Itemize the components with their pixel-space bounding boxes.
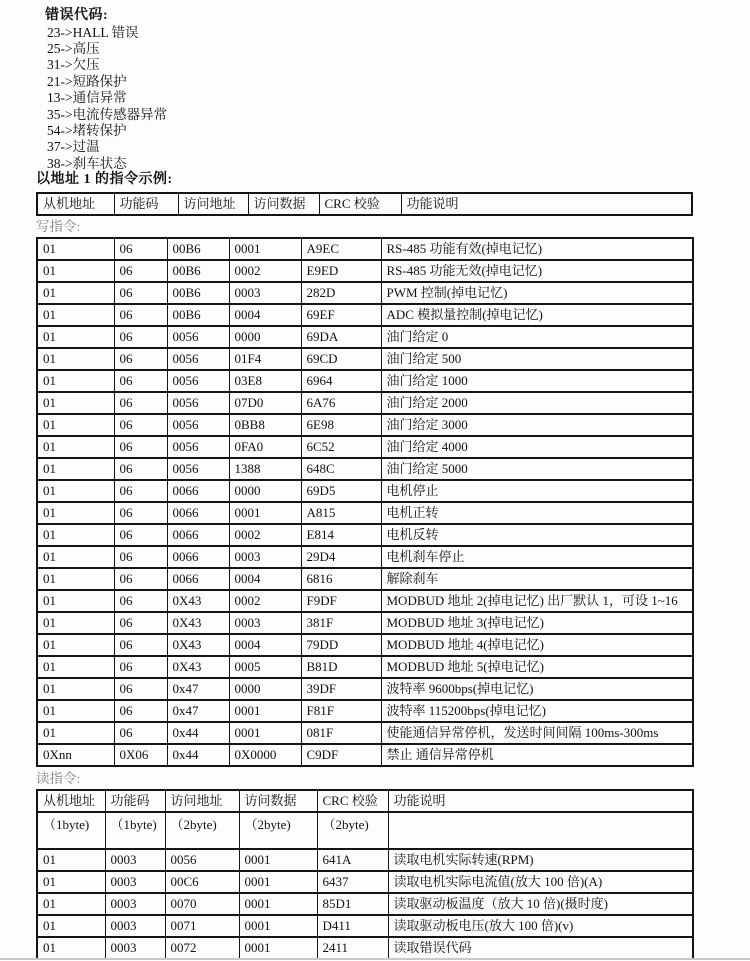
cell: 06 — [114, 480, 167, 502]
cell: 01 — [37, 700, 114, 722]
cell: 01 — [37, 304, 114, 326]
cell: 0002 — [229, 260, 301, 282]
cell: 0001 — [239, 849, 317, 871]
cell: 0056 — [165, 849, 239, 871]
cell: 0x44 — [167, 722, 229, 744]
cell: 06 — [114, 260, 167, 282]
read-command-row — [37, 937, 693, 959]
read-command-row — [37, 871, 693, 893]
cell: 01 — [37, 414, 114, 436]
write-command-row — [37, 502, 693, 524]
write-command-row — [37, 436, 693, 458]
cell: 07D0 — [229, 392, 301, 414]
cell: 06 — [114, 370, 167, 392]
cell: 0056 — [167, 436, 229, 458]
cell: 访问数据 — [239, 790, 317, 812]
cell: 06 — [114, 436, 167, 458]
cell: B81D — [301, 656, 381, 678]
cell: RS-485 功能无效(掉电记忆) — [381, 260, 693, 282]
cell: 0001 — [239, 871, 317, 893]
cell: 03E8 — [229, 370, 301, 392]
cell: 油门给定 5000 — [381, 458, 693, 480]
cell: CRC 校验 — [317, 790, 388, 812]
cell: 6E98 — [301, 414, 381, 436]
cell: 0X43 — [167, 590, 229, 612]
cell: F81F — [301, 700, 381, 722]
cell: 69D5 — [301, 480, 381, 502]
error-codes-title: 错误代码: — [45, 8, 109, 23]
cell: 6C52 — [301, 436, 381, 458]
cell: 01 — [37, 436, 114, 458]
cell: 读取驱动板温度（放大 10 倍)(摄时度) — [388, 893, 693, 915]
cell: 01 — [37, 893, 105, 915]
cell: 85D1 — [317, 893, 388, 915]
cell: 0003 — [105, 849, 165, 871]
cell: 0004 — [229, 634, 301, 656]
cell: 06 — [114, 502, 167, 524]
cell: PWM 控制(掉电记忆) — [381, 282, 693, 304]
byte-size-row — [37, 812, 693, 849]
cell: 01 — [37, 722, 114, 744]
cell: 0003 — [229, 546, 301, 568]
cell: 0003 — [105, 871, 165, 893]
cell: 0005 — [229, 656, 301, 678]
cell: 06 — [114, 656, 167, 678]
cell: 01 — [37, 326, 114, 348]
cell: 0072 — [165, 937, 239, 959]
cell: 电机刹车停止 — [381, 546, 693, 568]
cell: 01 — [37, 238, 114, 260]
cell: F9DF — [301, 590, 381, 612]
write-command-row — [37, 282, 693, 304]
cell: 功能说明 — [388, 790, 693, 812]
write-command-row — [37, 480, 693, 502]
write-command-row — [37, 260, 693, 282]
cell: 0001 — [239, 937, 317, 959]
cell: CRC 校验 — [319, 193, 401, 215]
read-commands-table — [36, 789, 694, 960]
cell: 0003 — [229, 612, 301, 634]
write-command-row — [37, 238, 693, 260]
cell: 0066 — [167, 546, 229, 568]
cell: 081F — [301, 722, 381, 744]
write-command-row — [37, 524, 693, 546]
cell: 0004 — [229, 568, 301, 590]
cell: 06 — [114, 348, 167, 370]
cell: 0000 — [229, 480, 301, 502]
read-command-row — [37, 849, 693, 871]
cell: 0x44 — [167, 744, 229, 766]
error-code-item: 35->电流传感器异常 — [47, 106, 168, 122]
cell: 06 — [114, 414, 167, 436]
cell: 波特率 9600bps(掉电记忆) — [381, 678, 693, 700]
cell: （1byte) — [105, 812, 165, 849]
cell: 06 — [114, 238, 167, 260]
cell: 00C6 — [165, 871, 239, 893]
cell: 0001 — [229, 722, 301, 744]
cell: 01 — [37, 678, 114, 700]
cell: 01 — [37, 524, 114, 546]
cell: 00B6 — [167, 304, 229, 326]
cell: 69EF — [301, 304, 381, 326]
cell: 01 — [37, 634, 114, 656]
write-command-row — [37, 414, 693, 436]
write-command-row — [37, 326, 693, 348]
error-code-item: 23->HALL 错误 — [47, 24, 139, 40]
cell: 0056 — [167, 414, 229, 436]
cell: 0071 — [165, 915, 239, 937]
cell: ADC 模拟量控制(掉电记忆) — [381, 304, 693, 326]
cell: 00B6 — [167, 238, 229, 260]
write-command-row — [37, 568, 693, 590]
cell: 01 — [37, 915, 105, 937]
cell: 0066 — [167, 568, 229, 590]
cell: A815 — [301, 502, 381, 524]
cell: 06 — [114, 634, 167, 656]
cell: 0x47 — [167, 678, 229, 700]
cell: 01 — [37, 502, 114, 524]
cell: 06 — [114, 700, 167, 722]
cell: 0004 — [229, 304, 301, 326]
cell: 6A76 — [301, 392, 381, 414]
cell: 从机地址 — [37, 193, 114, 215]
error-code-item: 38->刹车状态 — [47, 155, 127, 171]
cell: 读取驱动板电压(放大 100 倍)(v) — [388, 915, 693, 937]
cell: 6964 — [301, 370, 381, 392]
cell: （2byte) — [317, 812, 388, 849]
cell: 0066 — [167, 502, 229, 524]
cell: 0BB8 — [229, 414, 301, 436]
cell: 0001 — [229, 700, 301, 722]
cell: 01 — [37, 612, 114, 634]
cell: 06 — [114, 524, 167, 546]
cell: C9DF — [301, 744, 381, 766]
cell: 06 — [114, 546, 167, 568]
error-code-item: 21->短路保护 — [47, 73, 127, 89]
cell: 79DD — [301, 634, 381, 656]
cell: 0FA0 — [229, 436, 301, 458]
cell: 功能码 — [105, 790, 165, 812]
error-code-list — [47, 25, 750, 173]
cell: 0X43 — [167, 612, 229, 634]
cell: 2411 — [317, 937, 388, 959]
write-command-row — [37, 700, 693, 722]
cell: 电机正转 — [381, 502, 693, 524]
header-row — [37, 790, 693, 812]
cell: 06 — [114, 590, 167, 612]
cell: 油门给定 3000 — [381, 414, 693, 436]
cell: 06 — [114, 458, 167, 480]
cell: 0002 — [229, 524, 301, 546]
cell: 从机地址 — [37, 790, 105, 812]
cell: 功能码 — [114, 193, 178, 215]
cell: 0001 — [229, 238, 301, 260]
cell — [388, 812, 693, 849]
write-command-row — [37, 744, 693, 766]
cell: 0056 — [167, 348, 229, 370]
cell: 01 — [37, 590, 114, 612]
example-title: 以地址 1 的指令示例: — [36, 172, 173, 188]
cell: 访问地址 — [165, 790, 239, 812]
write-command-row — [37, 458, 693, 480]
cell: A9EC — [301, 238, 381, 260]
cell: （1byte) — [37, 812, 105, 849]
cell: 00B6 — [167, 282, 229, 304]
cell: 01 — [37, 282, 114, 304]
cell: 06 — [114, 392, 167, 414]
write-command-row — [37, 722, 693, 744]
cell: 油门给定 1000 — [381, 370, 693, 392]
cell: 0000 — [229, 678, 301, 700]
cell: MODBUD 地址 2(掉电记忆) 出厂默认 1，可设 1~16 — [381, 590, 693, 612]
cell: 06 — [114, 326, 167, 348]
cell: 01 — [37, 849, 105, 871]
cell: E9ED — [301, 260, 381, 282]
cell: 01 — [37, 480, 114, 502]
read-command-row — [37, 915, 693, 937]
cell: 访问地址 — [178, 193, 248, 215]
cell: 0056 — [167, 392, 229, 414]
cell: E814 — [301, 524, 381, 546]
cell: 01 — [37, 348, 114, 370]
cell: 0X43 — [167, 634, 229, 656]
cell: 01 — [37, 568, 114, 590]
cell: 282D — [301, 282, 381, 304]
cell: 访问数据 — [248, 193, 319, 215]
cell: 读取电机实际转速(RPM) — [388, 849, 693, 871]
write-command-row — [37, 678, 693, 700]
cell: 读取电机实际电流值(放大 100 倍)(A) — [388, 871, 693, 893]
cell: MODBUD 地址 3(掉电记忆) — [381, 612, 693, 634]
cell: 00B6 — [167, 260, 229, 282]
cell: 0001 — [239, 893, 317, 915]
cell: 0X0000 — [229, 744, 301, 766]
page-edge-divider — [0, 958, 750, 960]
cell: 06 — [114, 678, 167, 700]
cell: 0003 — [105, 915, 165, 937]
cell: 0X06 — [114, 744, 167, 766]
cell: MODBUD 地址 4(掉电记忆) — [381, 634, 693, 656]
cell: 0000 — [229, 326, 301, 348]
cell: 波特率 115200bps(掉电记忆) — [381, 700, 693, 722]
cell: 油门给定 4000 — [381, 436, 693, 458]
cell: 0003 — [105, 893, 165, 915]
read-command-row — [37, 893, 693, 915]
cell: 01 — [37, 260, 114, 282]
cell: 0x47 — [167, 700, 229, 722]
read-commands-label: 读指令: — [36, 770, 81, 786]
cell: 1388 — [229, 458, 301, 480]
error-code-item: 54->堵转保护 — [47, 122, 127, 138]
cell: 电机反转 — [381, 524, 693, 546]
cell: 0056 — [167, 370, 229, 392]
cell: 读取错误代码 — [388, 937, 693, 959]
write-command-row — [37, 370, 693, 392]
cell: 01F4 — [229, 348, 301, 370]
cell: 油门给定 500 — [381, 348, 693, 370]
cell: 29D4 — [301, 546, 381, 568]
cell: 01 — [37, 458, 114, 480]
cell: 0001 — [229, 502, 301, 524]
cell: （2byte) — [165, 812, 239, 849]
cell: 6816 — [301, 568, 381, 590]
cell: 0066 — [167, 480, 229, 502]
cell: 381F — [301, 612, 381, 634]
write-commands-table — [36, 237, 694, 767]
header-row — [37, 193, 692, 215]
cell: D411 — [317, 915, 388, 937]
cell: 0056 — [167, 326, 229, 348]
cell: 01 — [37, 392, 114, 414]
cell: 0X43 — [167, 656, 229, 678]
error-code-item: 13->通信异常 — [47, 90, 127, 106]
cell: 648C — [301, 458, 381, 480]
write-command-row — [37, 634, 693, 656]
write-command-row — [37, 392, 693, 414]
write-command-row — [37, 348, 693, 370]
cell: 06 — [114, 568, 167, 590]
cell: 39DF — [301, 678, 381, 700]
write-command-row — [37, 590, 693, 612]
cell: 69DA — [301, 326, 381, 348]
cell: 0001 — [239, 915, 317, 937]
write-command-row — [37, 304, 693, 326]
cell: 01 — [37, 370, 114, 392]
cell: 0066 — [167, 524, 229, 546]
cell: MODBUD 地址 5(掉电记忆) — [381, 656, 693, 678]
cell: （2byte) — [239, 812, 317, 849]
cell: 01 — [37, 656, 114, 678]
error-code-item: 31->欠压 — [47, 57, 100, 73]
cell: RS-485 功能有效(掉电记忆) — [381, 238, 693, 260]
cell: 6437 — [317, 871, 388, 893]
write-command-row — [37, 656, 693, 678]
cell: 使能通信异常停机，发送时间间隔 100ms-300ms — [381, 722, 693, 744]
cell: 06 — [114, 612, 167, 634]
cell: 01 — [37, 546, 114, 568]
write-command-row — [37, 546, 693, 568]
cell: 0056 — [167, 458, 229, 480]
cell: 0003 — [229, 282, 301, 304]
cell: 0003 — [105, 937, 165, 959]
cell: 69CD — [301, 348, 381, 370]
cell: 01 — [37, 937, 105, 959]
cell: 电机停止 — [381, 480, 693, 502]
cell: 01 — [37, 871, 105, 893]
cell: 解除刹车 — [381, 568, 693, 590]
cell: 641A — [317, 849, 388, 871]
cell: 0070 — [165, 893, 239, 915]
cell: 禁止 通信异常停机 — [381, 744, 693, 766]
command-format-header-table — [36, 192, 693, 216]
cell: 06 — [114, 722, 167, 744]
write-commands-label: 写指令: — [36, 218, 81, 234]
cell: 油门给定 0 — [381, 326, 693, 348]
cell: 06 — [114, 282, 167, 304]
write-command-row — [37, 612, 693, 634]
cell: 0Xnn — [37, 744, 114, 766]
error-code-item: 37->过温 — [47, 139, 100, 155]
cell: 油门给定 2000 — [381, 392, 693, 414]
cell: 0002 — [229, 590, 301, 612]
cell: 06 — [114, 304, 167, 326]
cell: 功能说明 — [401, 193, 692, 215]
error-code-item: 25->高压 — [47, 40, 100, 56]
